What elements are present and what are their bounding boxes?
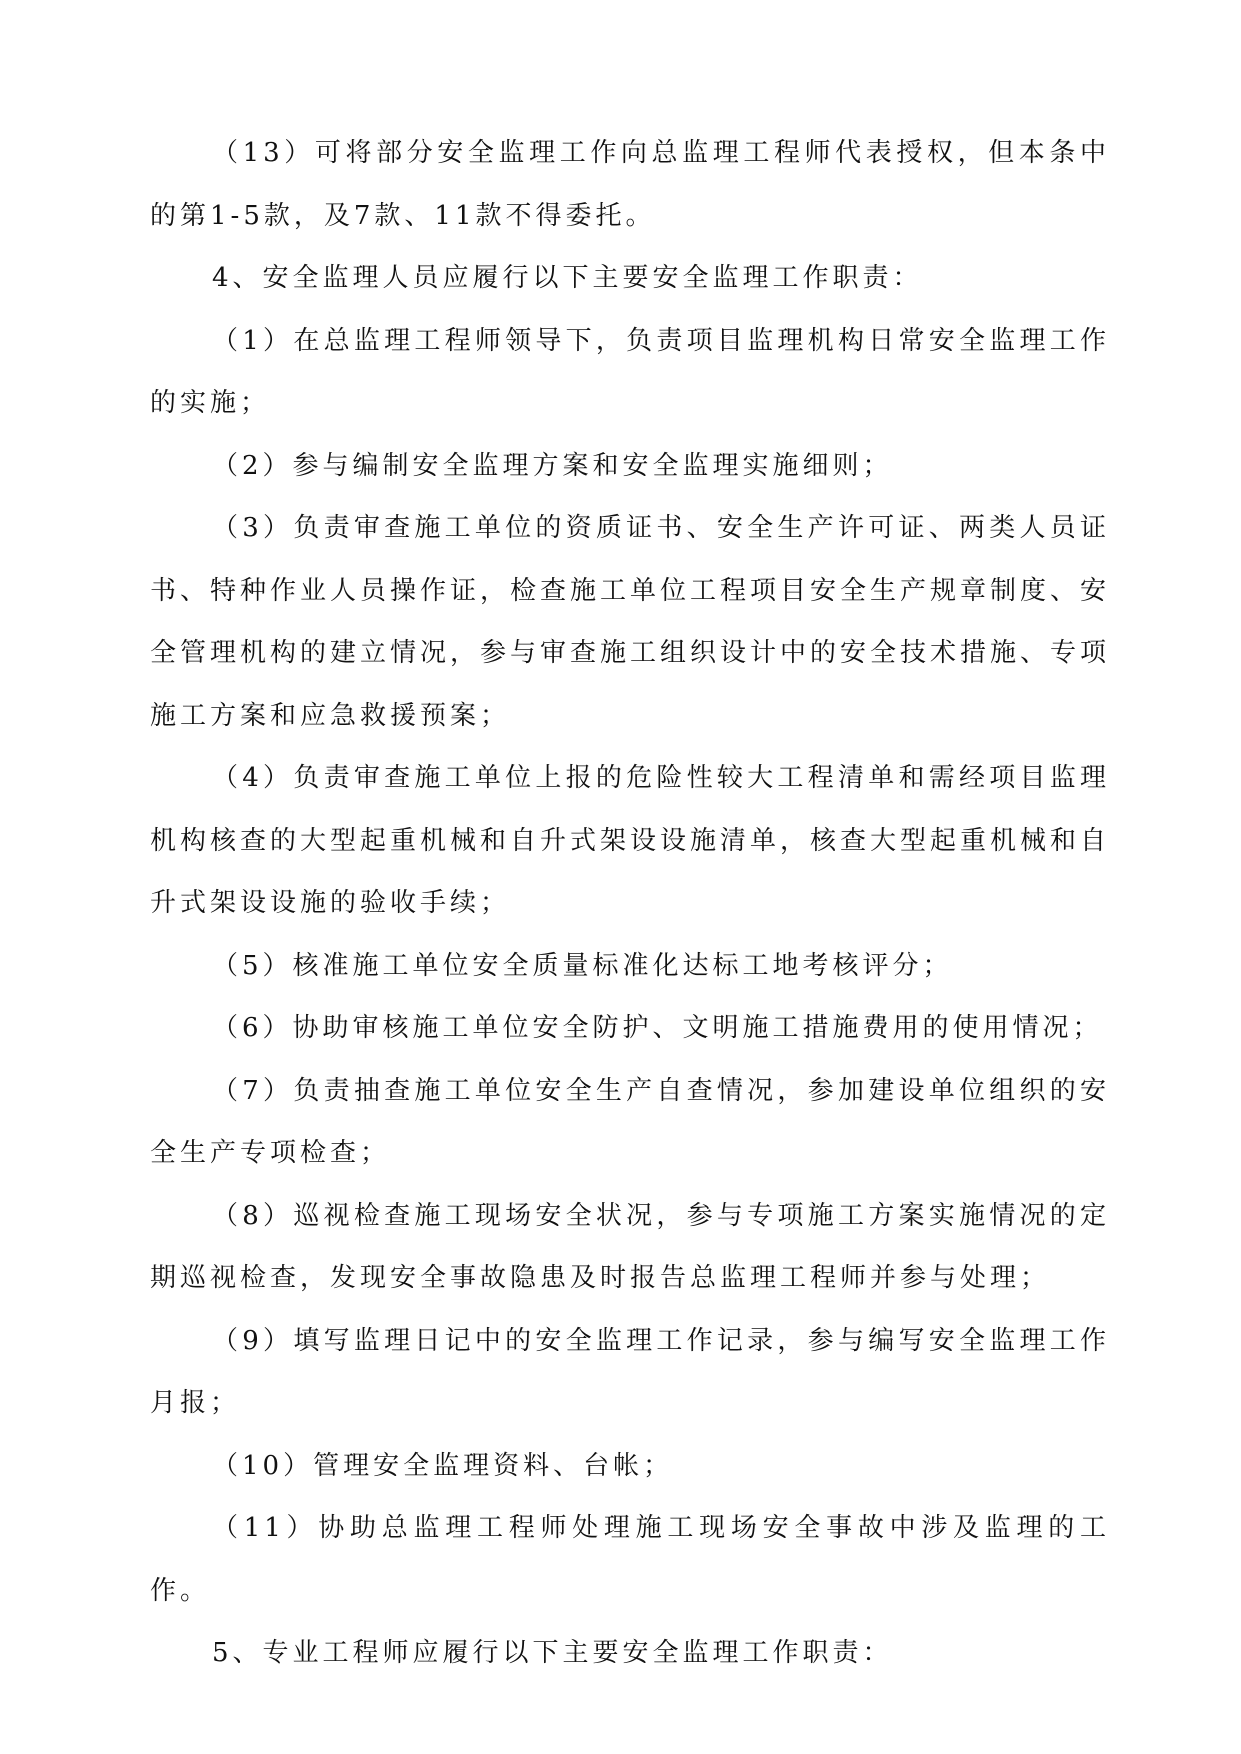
paragraph-item-6: （6）协助审核施工单位安全防护、文明施工措施费用的使用情况； [212,1013,1103,1043]
paragraph-item-11: （11）协助总监理工程师处理施工现场安全事故中涉及监理的工作。 [150,1513,1110,1606]
paragraph-item-3: （3）负责审查施工单位的资质证书、安全生产许可证、两类人员证书、特种作业人员操作证，检查施工单位工程项目安全生产规章制度、安全管理机构的建立情况，参与审查施工组织设计中的安全技术措施、专项施工方案和应急救援预案； [150,513,1111,731]
paragraph-item-4: （4）负责审查施工单位上报的危险性较大工程清单和需经项目监理机构核查的大型起重机械和自升式架设设施清单，核查大型起重机械和自升式架设设施的验收手续； [150,763,1111,918]
section-heading-5: 5、专业工程师应履行以下主要安全监理工作职责： [212,1638,893,1668]
paragraph-item-13: （13）可将部分安全监理工作向总监理工程师代表授权，但本条中的第1-5款，及7款、11款不得委托。 [150,138,1110,231]
paragraph-item-2: （2）参与编制安全监理方案和安全监理实施细则； [212,450,893,481]
paragraph-item-7: （7）负责抽查施工单位安全生产自查情况，参加建设单位组织的安全生产专项检查； [150,1075,1110,1168]
paragraph-item-8: （8）巡视检查施工现场安全状况，参与专项施工方案实施情况的定期巡视检查，发现安全事故隐患及时报告总监理工程师并参与处理； [150,1200,1110,1293]
paragraph-item-5: （5）核准施工单位安全质量标准化达标工地考核评分； [212,950,953,981]
paragraph-item-1: （1）在总监理工程师领导下，负责项目监理机构日常安全监理工作的实施； [150,325,1110,418]
paragraph-item-10: （10）管理安全监理资料、台帐； [212,1450,674,1481]
section-heading-4: 4、安全监理人员应履行以下主要安全监理工作职责： [212,263,923,293]
document-body [150,122,1110,1685]
paragraph-item-9: （9）填写监理日记中的安全监理工作记录，参与编写安全监理工作月报； [150,1325,1110,1418]
